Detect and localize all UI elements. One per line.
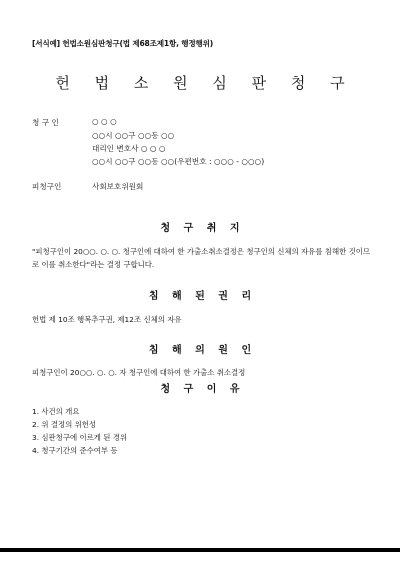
list-item: 3. 심판청구에 이르게 된 경위 [32,433,127,442]
footer-rule [0,548,400,552]
cause-text: 피청구인이 20○○. ○. ○. 자 청구인에 대하여 한 가출소 취소결정 [32,368,246,377]
petitioner-name: ○ ○ ○ [92,117,117,126]
petitioner-label: 청 구 인 [32,118,59,127]
attorney-name: 대리인 변호사 ○ ○ ○ [92,144,166,153]
reasons-heading: 청 구 이 유 [160,384,245,395]
list-item: 2. 위 결정의 위헌성 [32,420,97,429]
list-item: 1. 사건의 개요 [32,407,80,416]
cause-heading: 침 해 의 원 인 [148,345,257,356]
petitioner-address: ○○시 ○○구 ○○동 ○○ [92,131,175,140]
petitioner-block [32,117,372,177]
claim-purpose-heading: 청 구 취 지 [160,223,245,234]
form-tag: [서식예] 헌법소원심판청구(법 제68조제1항, 행정행위) [32,39,214,48]
infringed-right-text: 헌법 제 10조 행복추구권, 제12조 신체의 자유 [32,315,182,324]
attorney-address: ○○시 ○○구 ○○동 ○○(우편번호 : ○○○ - ○○○) [92,157,265,166]
respondent-name: 사회보호위원회 [92,182,144,191]
claim-purpose-text: "피청구인이 20○○. ○. ○. 청구인에 대하여 한 가출소취소결정은 청구인의 신체의 자유를 침해한 것이므로 이를 취소한다"라는 결정 구합니다. [32,247,370,269]
list-item: 4. 청구기간의 준수여부 등 [32,446,118,455]
document-title: 헌 법 소 원 심 판 청 구 [55,74,355,92]
infringed-right-heading: 침 해 된 권 리 [148,291,257,302]
respondent-block [32,181,372,195]
respondent-label: 피청구인 [32,182,62,191]
reasons-list [32,405,127,457]
